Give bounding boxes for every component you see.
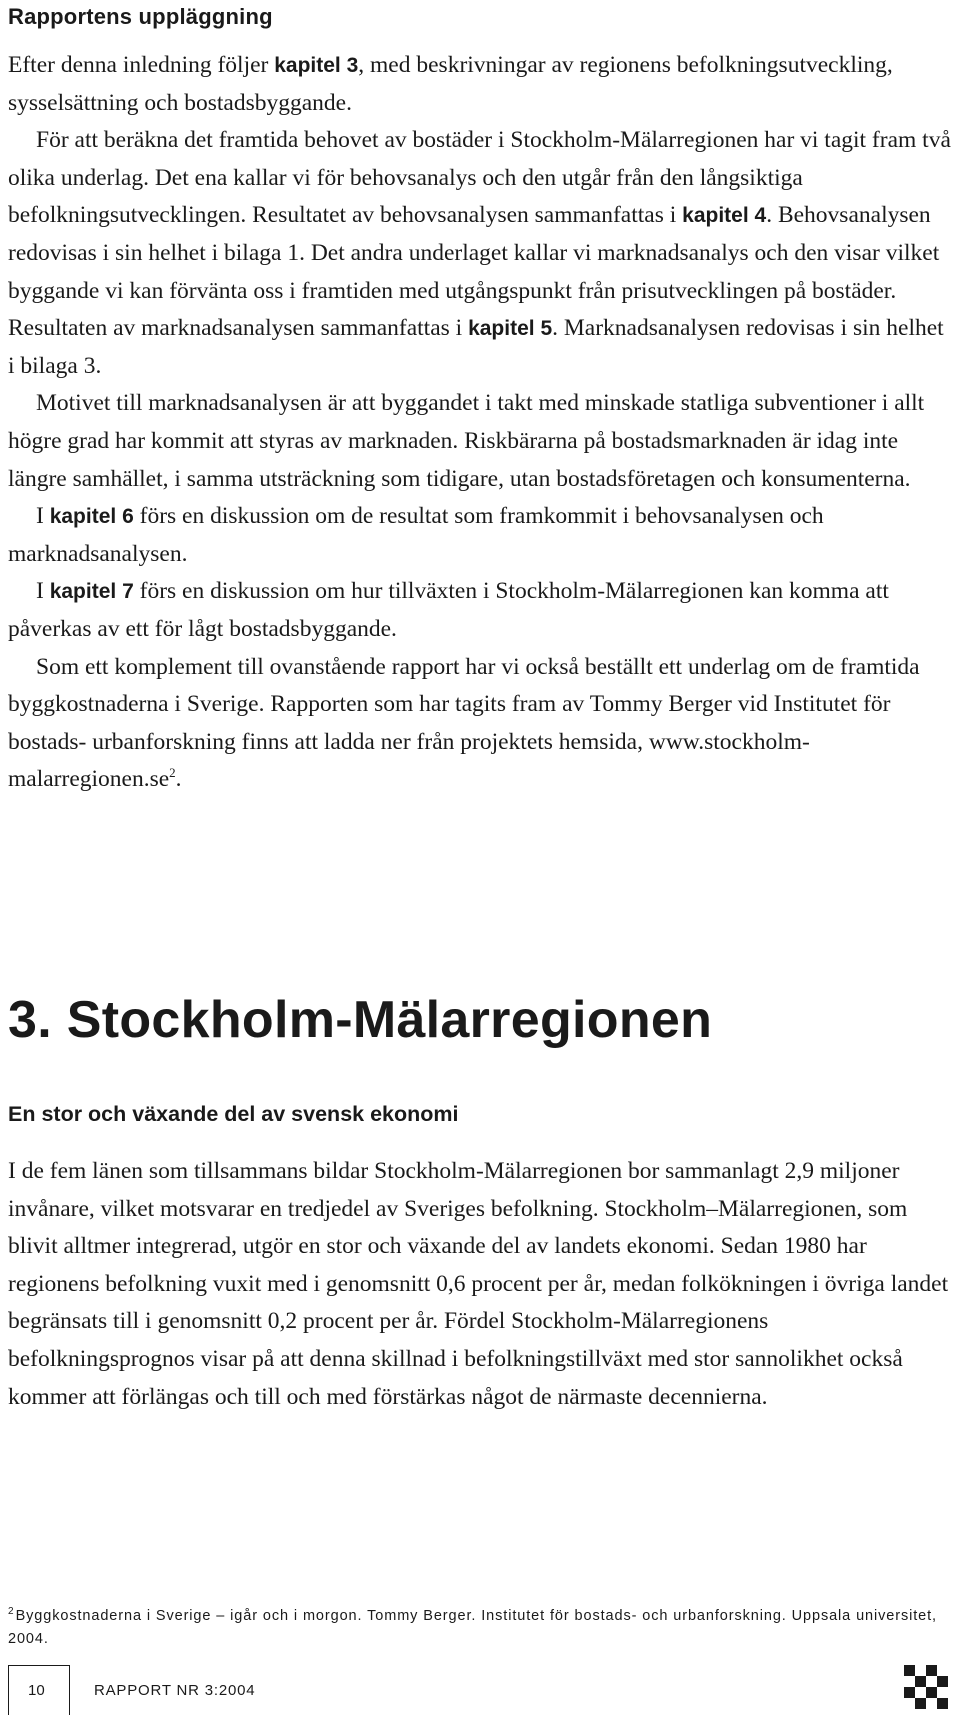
section-heading: Rapportens uppläggning [8,4,273,29]
text-run: För att beräkna det framtida behovet av bostäder i Stockholm-Mälarregionen har vi tagit fram två olika underlag. Det ena kallar vi för behovsanalys och den utgår från den långsiktiga befolkningsutvecklingen. Resultatet av behovsanalysen sammanfattas i [8,127,951,229]
footnote [8,1605,952,1651]
chapter-reference: kapitel 5 [468,317,553,341]
text-run: I [36,578,50,605]
text-run: . Behovsanalysen redovisas i sin helhet i bilaga 1. Det andra underlaget kallar vi marknadsanalys och den visar vilket byggande vi kan förvänta oss i framtiden med utgångspunkt från prisutvecklingen på bostäder. Resultaten av marknadsanalysen sammanfattas i [8,202,940,342]
chapter-reference: kapitel 6 [49,505,134,529]
footnote-text: Byggkostnaderna i Sverige – igår och i morgon. Tommy Berger. Institutet för bostads- och urbanforskning. Uppsala universitet, 2004. [8,1608,937,1647]
subheading: En stor och växande del av svensk ekonomi [8,1102,459,1126]
report-label: RAPPORT NR 3:2004 [94,1682,256,1699]
intro-paragraph-5 [8,573,952,648]
footer-rule [8,1665,70,1666]
text-run: . [175,766,182,793]
chapter-reference: kapitel 4 [682,204,767,228]
chapter-reference: kapitel 3 [274,54,359,77]
text-run: I [36,503,50,530]
intro-paragraph-6 [8,649,952,799]
text-run: Som ett komplement till ovanstående rapport har vi också beställt ett underlag om de framtida byggkostnaderna i Sverige. Rapporten som har tagits fram av Tommy Berger vid Institutet för bostads- urbanforskning finns att ladda ner från projektets hemsida, www.stockholm-malarregionen.se [8,653,920,793]
intro-paragraph-3: Motivet till marknadsanalysen är att byggandet i takt med minskade statliga subventioner i allt högre grad har kommit att styras av marknaden. Riskbärarna på bostadsmarknaden är idag inte längre samhället, i samma utsträckning som tidigare, utan bostadsföretagen och konsumenterna. [8,390,925,492]
chapter-title: 3. Stockholm-Mälarregionen [8,991,713,1049]
text-run: Efter denna inledning följer [8,52,275,78]
text-run: förs en diskussion om hur tillväxten i Stockholm-Mälarregionen kan komma att påverkas av ett för lågt bostadsbyggande. [8,578,889,642]
checkered-logo-icon [904,1665,948,1709]
footer-rule [8,1665,9,1715]
page-number: 10 [28,1682,45,1699]
chapter-body [8,1153,952,1416]
intro-text [8,47,952,799]
text-run: förs en diskussion om de resultat som framkommit i behovsanalysen och marknadsanalysen. [8,503,824,567]
intro-paragraph-1 [8,47,952,122]
text-run: , med beskrivningar av regionens befolkningsutveckling, sysselsättning och bostadsbyggande. [8,52,893,116]
chapter-reference: kapitel 7 [49,580,134,604]
text-run: . Marknadsanalysen redovisas i sin helhet i bilaga 3. [8,315,944,379]
page-footer [8,1665,952,1715]
footnote-reference: 2 [169,765,176,781]
intro-paragraph-4 [8,498,952,573]
chapter-paragraph: I de fem länen som tillsammans bildar Stockholm-Mälarregionen bor sammanlagt 2,9 miljoner invånare, vilket motsvarar en tredjedel av Sveriges befolkning. Stockholm–Mälarregionen, som blivit alltmer integrerad, utgör en stor och växande del av landets ekonomi. Sedan 1980 har regionens befolkning vuxit med i genomsnitt 0,6 procent per år, medan folkökningen i övriga landet begränsats till i genomsnitt 0,2 procent per år. Fördel Stockholm-Mälarregionens befolkningsprognos visar på att denna skillnad i befolkningstillväxt med stor sannolikhet också kommer att förlängas och till och med förstärkas något de närmaste decennierna. [8,1158,949,1410]
footnote-marker: 2 [8,1606,14,1618]
intro-paragraph-2 [8,122,952,385]
footer-rule [69,1665,70,1715]
